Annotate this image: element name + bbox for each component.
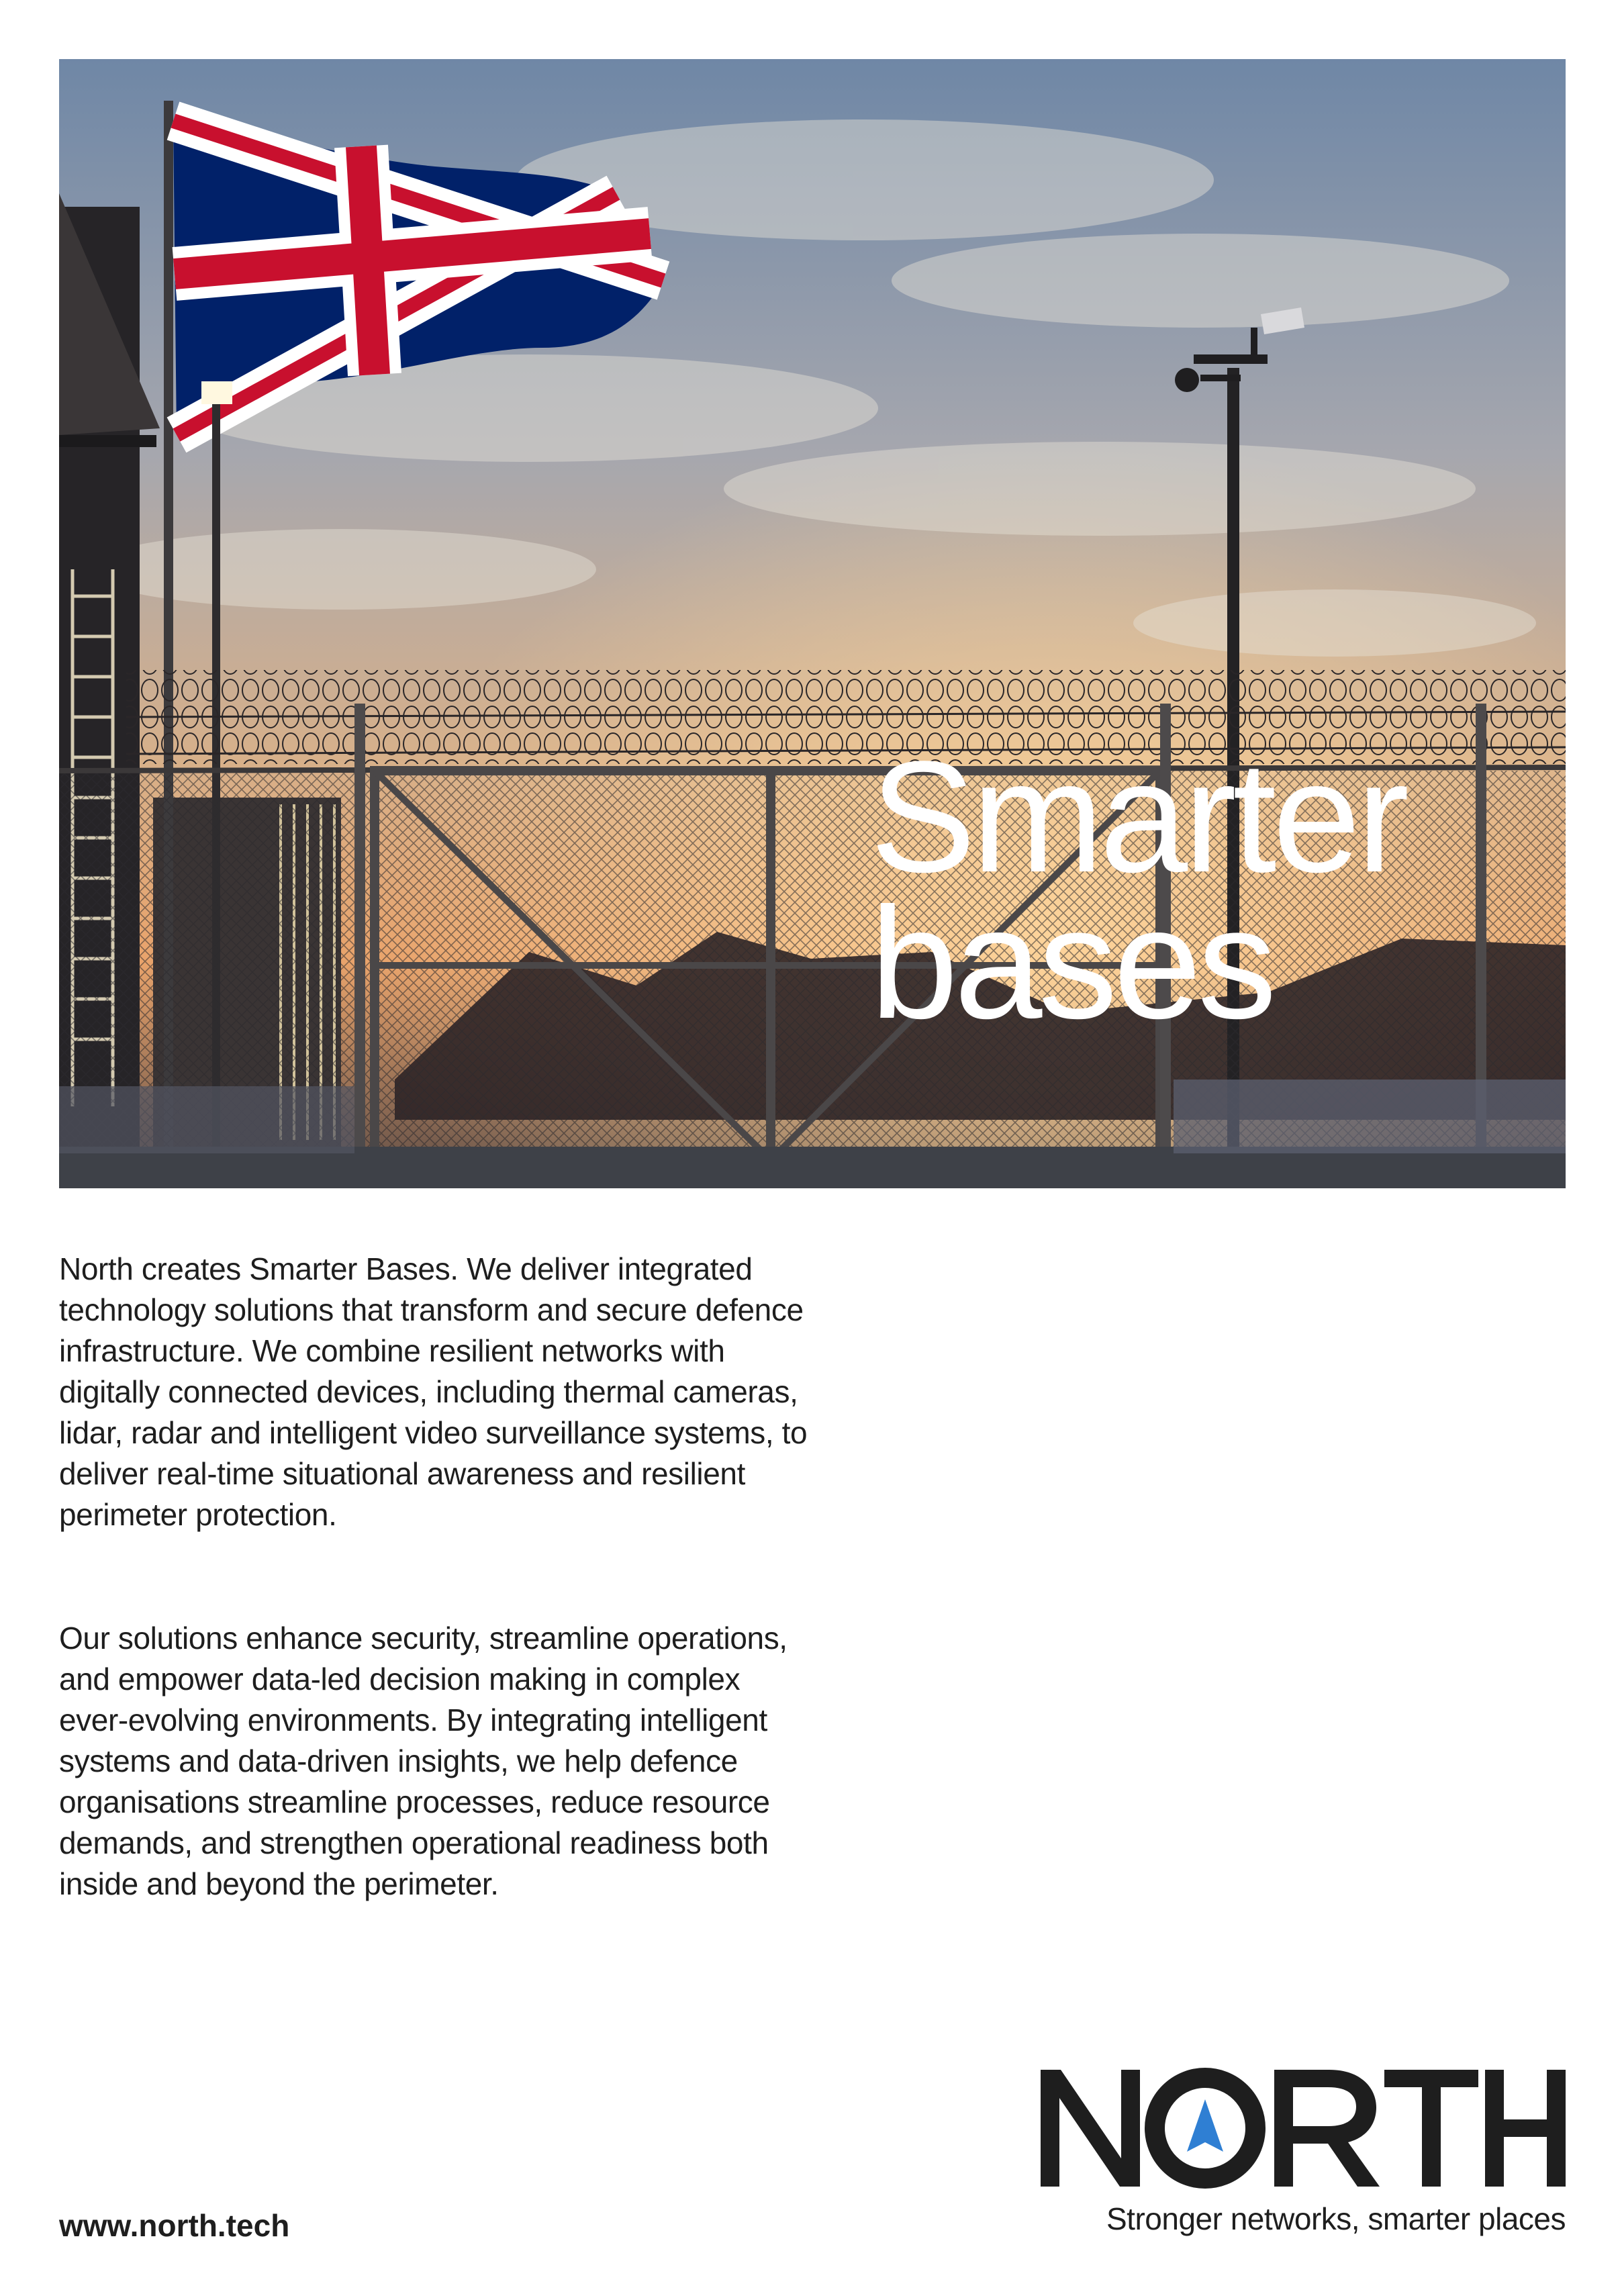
tagline: Stronger networks, smarter places	[1106, 2201, 1566, 2236]
hero-image	[59, 59, 1566, 1188]
north-arrow-icon	[1187, 2099, 1223, 2152]
north-logo	[1041, 2064, 1566, 2192]
headline-line-1: Smarter	[870, 728, 1406, 906]
solutions-paragraph: Our solutions enhance security, streamline operations, and empower data-led decision making in complex ever-evolving environments. By integrating intelligent systems and data-driven insights, we help defence organisations streamline processes, reduce resource demands, and strengthen operational readiness both inside and beyond the perimeter.	[59, 1621, 788, 1901]
intro-paragraph: North creates Smarter Bases. We deliver integrated technology solutions that transform and secure defence infrastructure. We combine resilient networks with digitally connected devices, including thermal cameras, lidar, radar and intelligent video surveillance systems, to deliver real-time situational awareness and resilient perimeter protection.	[59, 1251, 808, 1532]
headline-line-2: bases	[870, 875, 1273, 1052]
website-link[interactable]: www.north.tech	[59, 2208, 290, 2243]
headline	[870, 728, 1406, 1052]
north-wordmark	[1041, 2064, 1566, 2192]
